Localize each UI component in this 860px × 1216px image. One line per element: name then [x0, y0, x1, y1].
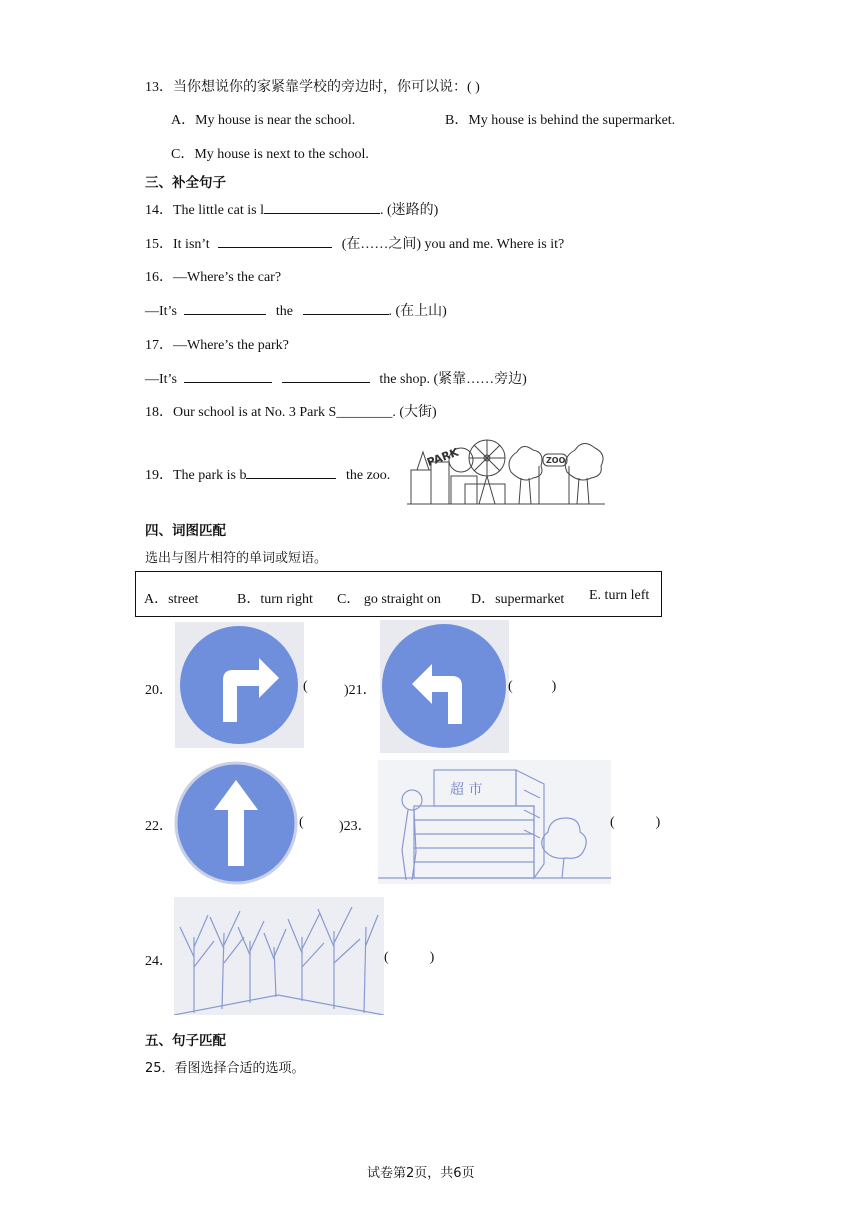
q23-answer-paren[interactable] [610, 815, 660, 831]
option-a: A．street [144, 592, 199, 607]
option-e: E. turn left [589, 588, 650, 603]
supermarket-sign-text: 超 市 [450, 782, 483, 798]
turn-right-sign-image [175, 622, 304, 748]
turn-left-sign-image [380, 620, 509, 753]
q14-blank[interactable] [264, 201, 380, 214]
q24-paren-open: ( [384, 950, 389, 965]
supermarket-image [378, 760, 611, 884]
q13-option-c: C．My house is next to the school. [171, 147, 369, 162]
q23-paren-open: ( [610, 815, 615, 830]
q21-label: )21． [344, 683, 377, 698]
option-c: C． go straight on [337, 592, 441, 607]
q17-blank-2[interactable] [282, 370, 370, 383]
q16-prefix: —It’s [145, 304, 177, 319]
section-5-title: 五、句子匹配 [145, 1033, 226, 1049]
page-footer: 试卷第2页，共6页 [367, 1166, 475, 1181]
q17-answer [145, 368, 527, 388]
q13-option-a: A．My house is near the school. [171, 113, 356, 128]
park-zoo-illustration [407, 432, 605, 508]
q17-question: 17．—Where’s the park? [145, 338, 289, 353]
section-4-instruction: 选出与图片相符的单词或短语。 [145, 551, 328, 566]
option-b: B．turn right [237, 592, 313, 607]
q16-blank-1[interactable] [184, 302, 266, 315]
q15-prefix: 15．It isn’t [145, 237, 210, 252]
q20-paren-open: ( [303, 679, 308, 694]
q21-answer-paren[interactable] [508, 679, 556, 695]
q22-label: 22． [145, 819, 173, 834]
q17-suffix: the shop. (紧靠……旁边) [379, 372, 527, 387]
q22-answer-paren[interactable] [299, 815, 304, 831]
q14-prefix: 14．The little cat is l [145, 203, 264, 218]
q21-paren-open: ( [508, 679, 513, 694]
q13-option-b: B．My house is behind the supermarket. [445, 113, 676, 128]
section-4-title: 四、词图匹配 [145, 523, 226, 539]
q23-paren-close: ) [655, 815, 661, 830]
street-image [174, 897, 384, 1015]
q24-label: 24． [145, 954, 173, 969]
q20-answer-paren[interactable] [303, 679, 308, 695]
q21-paren-close: ) [551, 679, 557, 694]
q18: 18．Our school is at No. 3 Park S________. (大街) [145, 405, 437, 420]
q13-stem: 13．当你想说你的家紧靠学校的旁边时，你可以说：( ) [145, 80, 480, 95]
q16-suffix: . (在上山) [388, 304, 447, 319]
q16-blank-2[interactable] [303, 302, 389, 315]
q17-prefix: —It’s [145, 372, 177, 387]
q19 [145, 464, 390, 484]
q23-label: )23． [339, 819, 372, 834]
q19-suffix: the zoo. [345, 468, 391, 483]
q15-blank[interactable] [218, 235, 332, 248]
q14 [145, 199, 438, 219]
q14-suffix: . (迷路的) [379, 203, 439, 218]
q19-prefix: 19．The park is b [145, 468, 247, 483]
q17-blank-1[interactable] [184, 370, 272, 383]
go-straight-sign-image [172, 760, 300, 886]
q15 [145, 233, 564, 253]
q16-mid: the [275, 304, 293, 319]
section-3-title: 三、补全句子 [145, 175, 226, 191]
q25: 25．看图选择合适的选项。 [145, 1061, 305, 1076]
park-sign-text: PARK [425, 445, 461, 470]
q24-answer-paren[interactable] [384, 950, 434, 966]
q16-question: 16．—Where’s the car? [145, 270, 282, 285]
q16-answer [145, 300, 447, 320]
q19-blank[interactable] [246, 466, 336, 479]
zoo-sign-text: ZOO [546, 456, 566, 465]
q20-label: 20． [145, 683, 173, 698]
q24-paren-close: ) [429, 950, 435, 965]
q22-paren-open: ( [299, 815, 304, 830]
option-d: D．supermarket [471, 592, 565, 607]
q15-suffix: (在……之间) you and me. Where is it? [341, 237, 565, 252]
